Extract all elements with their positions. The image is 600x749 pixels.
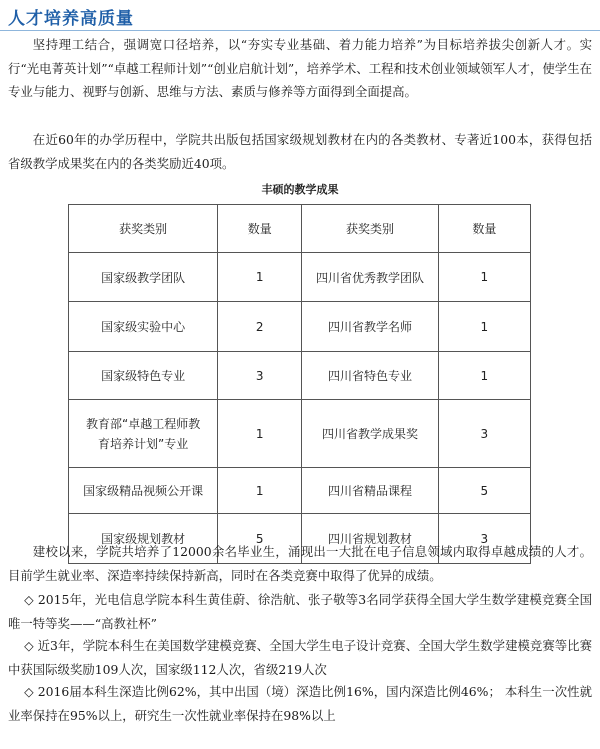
header-count-national: 数量	[218, 205, 302, 253]
table-row	[69, 253, 531, 302]
intro-paragraph: 坚持理工结合，强调宽口径培养，以“夯实专业基础、着力能力培养”为目标培养拔尖创新人才。实行“光电菁英计划”“卓越工程师计划”“创业启航计划”，培养学术、工程和技术创业领域领军人才，使学生在专业与能力、视野与创新、思维与方法、素质与修养等方面得到全面提高。	[8, 37, 592, 99]
cell-provincial-count: 1	[438, 253, 530, 302]
cell-national-count: 1	[218, 468, 302, 514]
cell-national-count: 3	[218, 352, 302, 400]
header-award-category-national: 获奖类别	[69, 205, 218, 253]
section-header	[0, 0, 600, 31]
cell-provincial-count: 1	[438, 352, 530, 400]
cell-national-award: 教育部“卓越工程师教育培养计划”专业	[69, 400, 218, 468]
history-paragraph: 在近60年的办学历程中，学院共出版包括国家级规划教材在内的各类教材、专著近100本，获得包括省级教学成果奖在内的各类奖励近40项。	[8, 132, 592, 171]
cell-national-award: 国家级特色专业	[69, 352, 218, 400]
awards-table	[68, 204, 531, 564]
header-count-provincial: 数量	[438, 205, 530, 253]
cell-provincial-count: 3	[438, 514, 530, 564]
cell-national-count: 5	[218, 514, 302, 564]
cell-provincial-award: 四川省优秀教学团队	[302, 253, 438, 302]
cell-provincial-award: 四川省教学名师	[302, 302, 438, 352]
table-row	[69, 302, 531, 352]
table-title: 丰硕的教学成果	[261, 183, 339, 196]
cell-provincial-award: 四川省教学成果奖	[302, 400, 438, 468]
table-row	[69, 400, 531, 468]
cell-provincial-count: 3	[438, 400, 530, 468]
bullet-awards-count: ◇ 近3年，学院本科生在美国数学建模竞赛、全国大学生电子设计竞赛、全国大学生数学建模竞赛等比赛中获国际级奖励109人次，国家级112人次，省级219人次	[8, 638, 592, 677]
table-row	[69, 468, 531, 514]
cell-national-count: 1	[218, 400, 302, 468]
cell-national-count: 1	[218, 253, 302, 302]
table-row	[69, 352, 531, 400]
cell-national-award: 国家级教学团队	[69, 253, 218, 302]
bullet-employment-rate: ◇ 2016届本科生深造比例62%，其中出国（境）深造比例16%，国内深造比例46%； 本科生一次性就业率保持在95%以上，研究生一次性就业率保持在98%以上	[8, 684, 592, 723]
cell-national-award: 国家级实验中心	[69, 302, 218, 352]
table-header-row	[69, 205, 531, 253]
cell-provincial-award: 四川省特色专业	[302, 352, 438, 400]
cell-national-award: 国家级规划教材	[69, 514, 218, 564]
bullet-modeling-contest: ◇ 2015年，光电信息学院本科生黄佳蔚、徐浩航、张子敬等3名同学获得全国大学生数学建模竞赛全国唯一特等奖——“高教社杯”	[8, 592, 592, 631]
cell-provincial-award: 四川省精品课程	[302, 468, 438, 514]
cell-national-award: 国家级精品视频公开课	[69, 468, 218, 514]
cell-national-count: 2	[218, 302, 302, 352]
section-title: 人才培养高质量	[8, 9, 134, 29]
cell-provincial-count: 1	[438, 302, 530, 352]
cell-provincial-count: 5	[438, 468, 530, 514]
header-award-category-provincial: 获奖类别	[302, 205, 438, 253]
cell-provincial-award: 四川省规划教材	[302, 514, 438, 564]
graduates-paragraph: 建校以来，学院共培养了12000余名毕业生，涌现出一大批在电子信息领域内取得卓越成绩的人才。目前学生就业率、深造率持续保持新高，同时在各类竞赛中取得了优异的成绩。	[8, 544, 592, 583]
